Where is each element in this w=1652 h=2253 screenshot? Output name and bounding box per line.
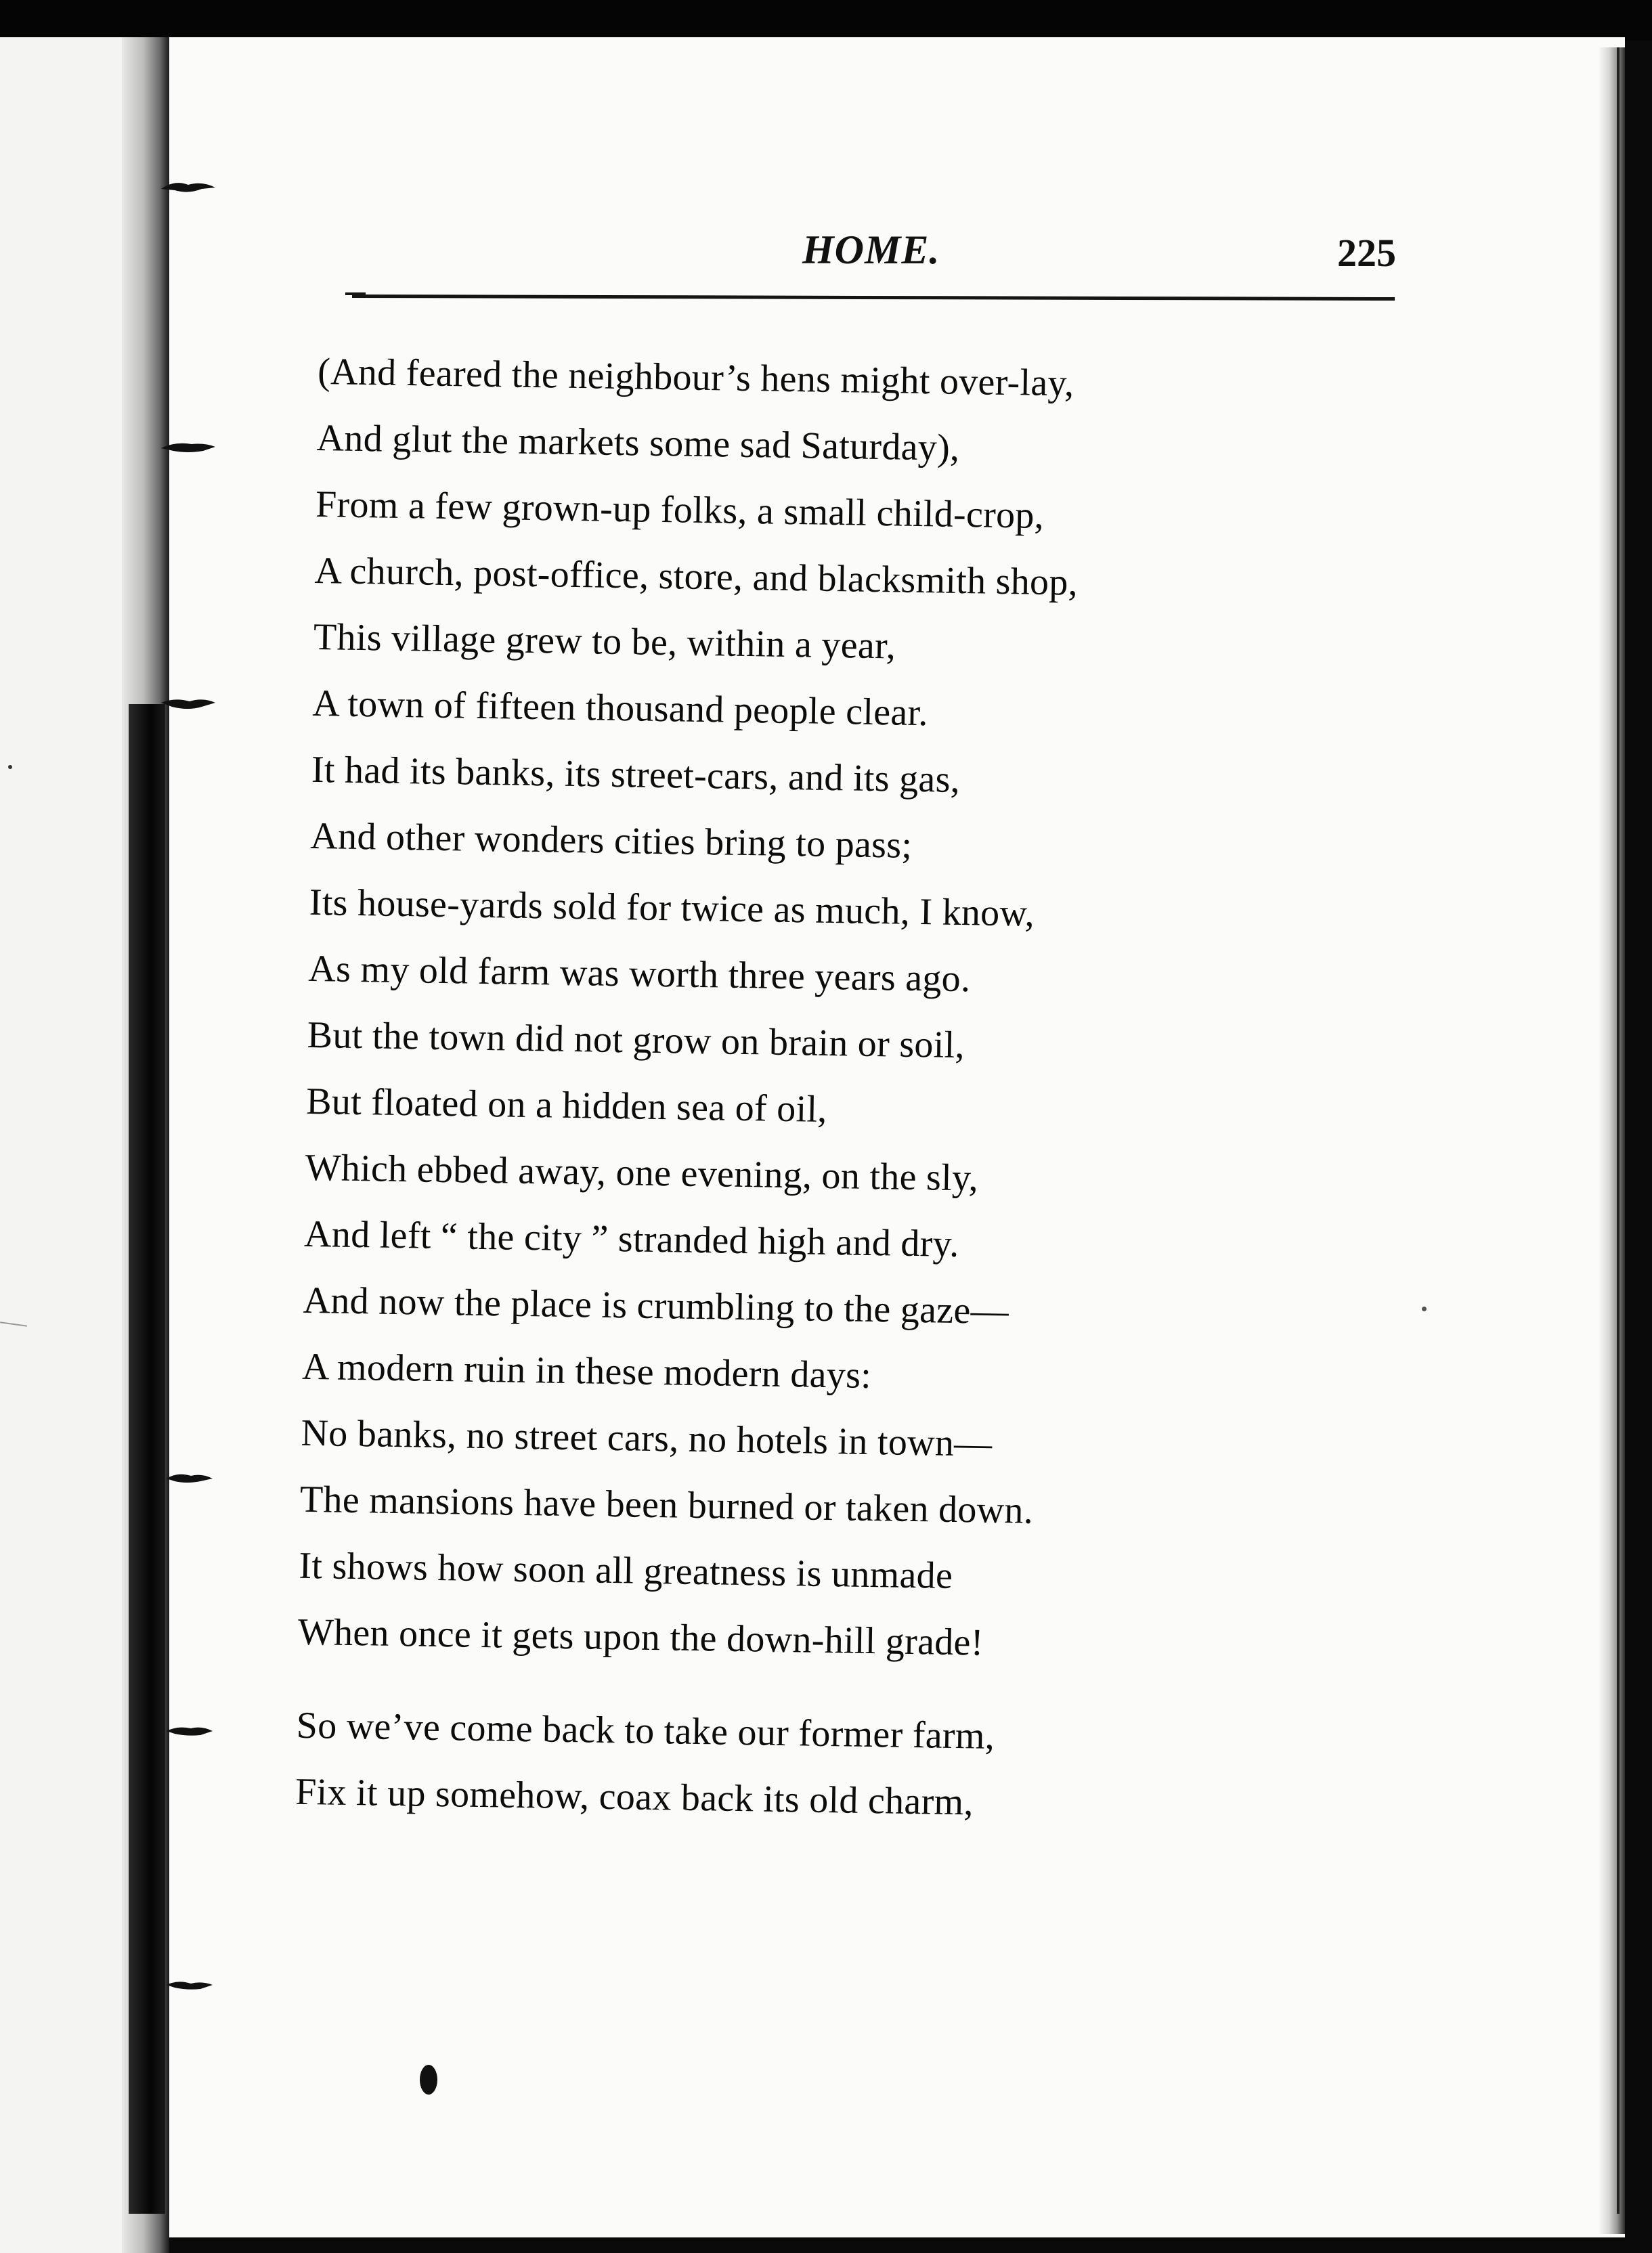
scan-top-border [0,0,1652,41]
poem-line: Which ebbed away, one evening, on the sly, [305,1146,979,1200]
stanza-1 [297,338,1605,1686]
running-head: HOME. [802,227,940,272]
poem-line: It had its banks, its street-cars, and its gas, [311,748,961,801]
book-spine-shadow [129,704,165,2214]
poem-line: A modern ruin in these modern days: [301,1345,872,1397]
page-number: 225 [1337,231,1396,275]
poem-line: It shows how soon all greatness is unmade [299,1544,953,1597]
poem-line: The mansions have been burned or taken down. [299,1478,1034,1532]
binding-clip-icon [161,696,215,712]
binding-clip-icon [161,179,215,196]
stanza-2 [295,1692,1584,1845]
poem-line: Fix it up somehow, coax back its old charm, [295,1770,974,1824]
binding-clip-icon [161,1469,215,1485]
ink-speck [1422,1307,1427,1311]
poem-line: When once it gets upon the down-hill grade! [297,1611,984,1664]
poem-line: No banks, no street cars, no hotels in town— [301,1412,993,1465]
poem-line: From a few grown-up folks, a small child-crop, [315,483,1045,537]
page-edge-mark [0,1321,27,1327]
poem-line: (And feared the neighbour’s hens might over-lay, [317,350,1074,405]
poem-line: As my old farm was worth three years ago. [307,947,971,1001]
poem-line: And other wonders cities bring to pass; [309,814,913,867]
poem-line: This village grew to be, within a year, [313,615,896,668]
poem-line: A town of fifteen thousand people clear. [312,682,929,735]
binding-clip-icon [161,1977,215,1993]
poem-line: But the town did not grow on brain or soil, [307,1013,965,1067]
poem-body [295,338,1605,1845]
page-fore-edge-line [1617,47,1620,2214]
poem-line: And now the place is crumbling to the gaze— [303,1279,1009,1333]
poem-line: And left “ the city ” stranded high and dry. [303,1212,960,1266]
poem-line: A church, post-office, store, and blacksmith shop, [314,549,1079,604]
binding-clip-icon [161,440,215,456]
ink-speck [8,765,12,769]
poem-line: And glut the markets some sad Saturday), [316,416,960,469]
poem-line: But floated on a hidden sea of oil, [305,1080,828,1131]
poem-line: So we’ve come back to take our former farm, [296,1704,995,1757]
binding-clip-icon [161,1723,215,1739]
ink-blot [420,2065,437,2095]
poem-line: Its house-yards sold for twice as much, I know, [309,881,1035,935]
